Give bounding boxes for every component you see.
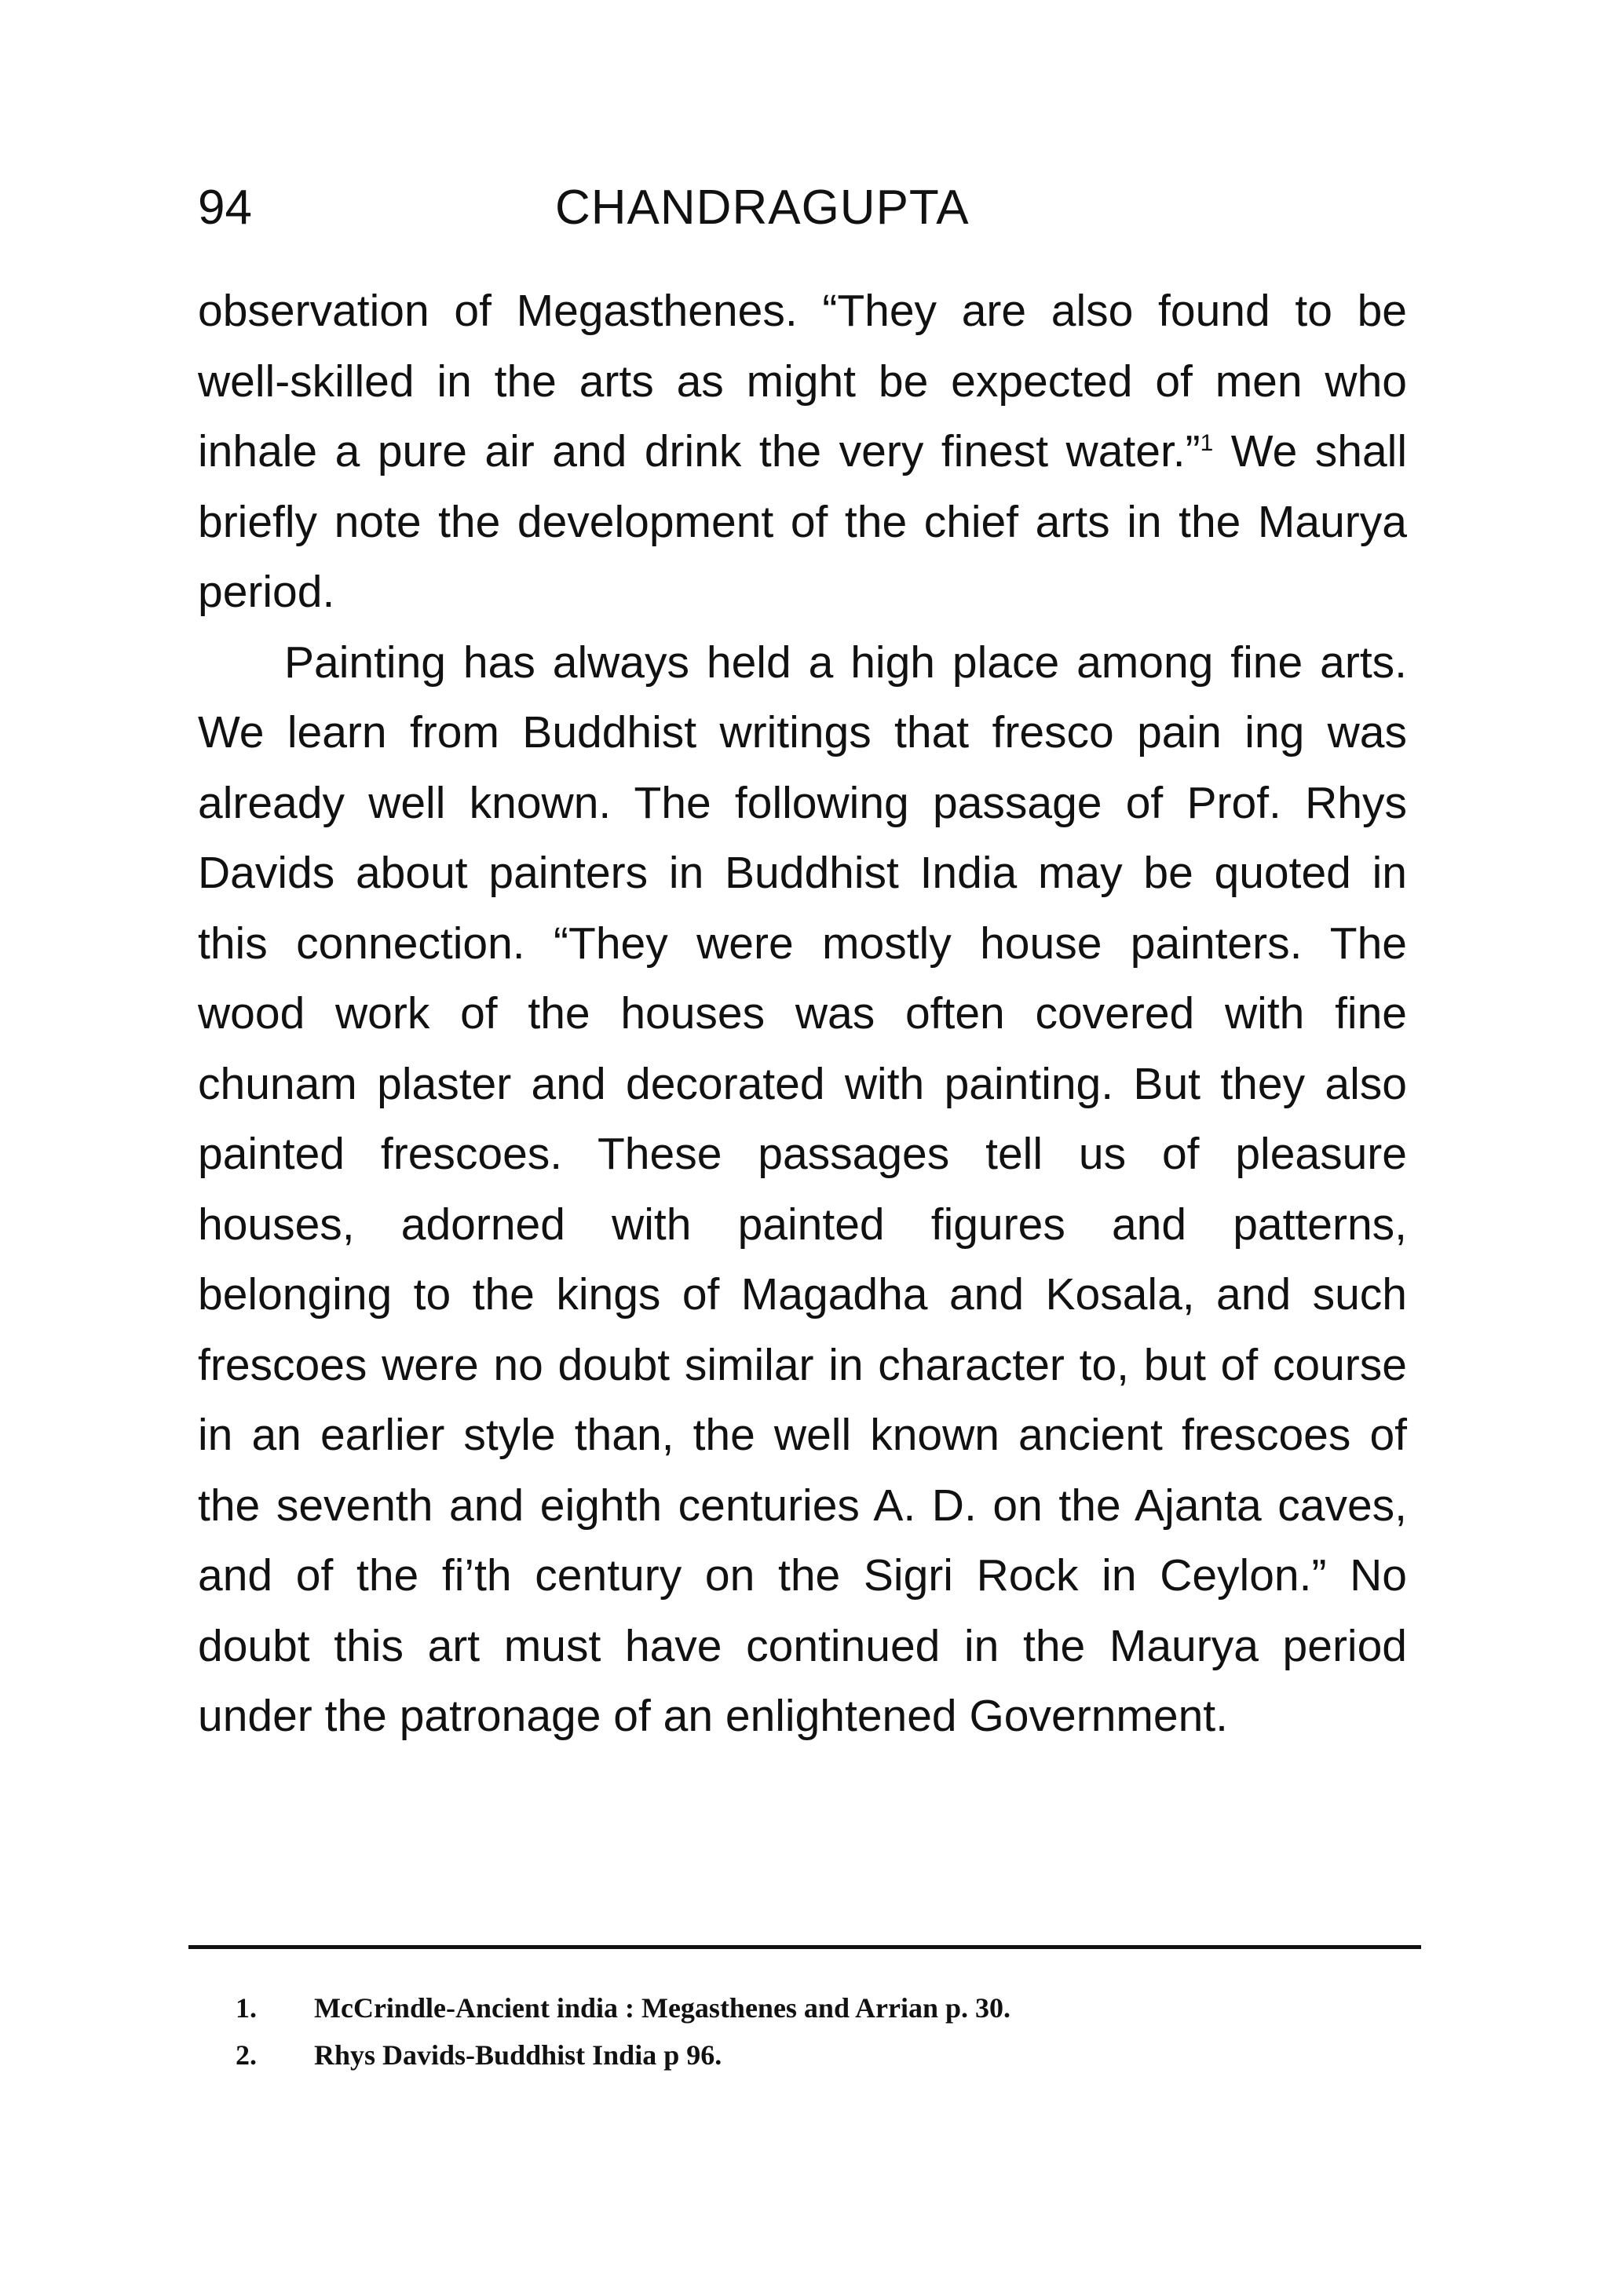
paragraph-1 bbox=[198, 276, 1407, 628]
footnote-2 bbox=[236, 2031, 1413, 2079]
footnote-number: 2. bbox=[236, 2039, 257, 2071]
footnote-1 bbox=[236, 1984, 1413, 2031]
footnote-text: Rhys Davids-Buddhist India p 96. bbox=[314, 2039, 722, 2071]
paragraph-1-text-start: observation of Megasthenes. “They are also found to be well-skilled in the arts as might be expected of men who inhale a pure air and drink the very finest water.” bbox=[198, 286, 1407, 476]
running-head: CHANDRAGUPTA bbox=[555, 181, 970, 235]
footnote-text: McCrindle-Ancient india : Megasthenes and Arrian p. 30. bbox=[314, 1992, 1010, 2024]
paragraph-1-text-end: We shall briefly note the development of the chief arts in the Maurya period. bbox=[198, 426, 1407, 617]
body-text bbox=[198, 276, 1407, 1752]
page-header bbox=[198, 177, 1407, 247]
footnotes bbox=[236, 1984, 1413, 2079]
footnote-number: 1. bbox=[236, 1992, 257, 2024]
page-number: 94 bbox=[198, 181, 252, 235]
footnote-divider bbox=[188, 1945, 1421, 1949]
footnote-ref-1: 1 bbox=[1200, 430, 1214, 456]
paragraph-2: Painting has always held a high place among fine arts. We learn from Buddhist writings that fresco pain ing was already well known. The following passage of Prof. Rhys Davids about painters in Buddhist India may be quoted in this connection. “They were mostly house painters. The wood work of the houses was often covered with fine chunam plaster and decorated with painting. But they also painted frescoes. These passages tell us of pleasure houses, adorned with painted figures and patterns, belonging to the kings of Magadha and Kosala, and such frescoes were no doubt similar in character to, but of course in an earlier style than, the well known ancient frescoes of the seventh and eighth centuries A. D. on the Ajanta caves, and of the fi’th century on the Sigri Rock in Ceylon.” No doubt this art must have continued in the Maurya period under the patronage of an enlightened Government. bbox=[198, 637, 1407, 1741]
